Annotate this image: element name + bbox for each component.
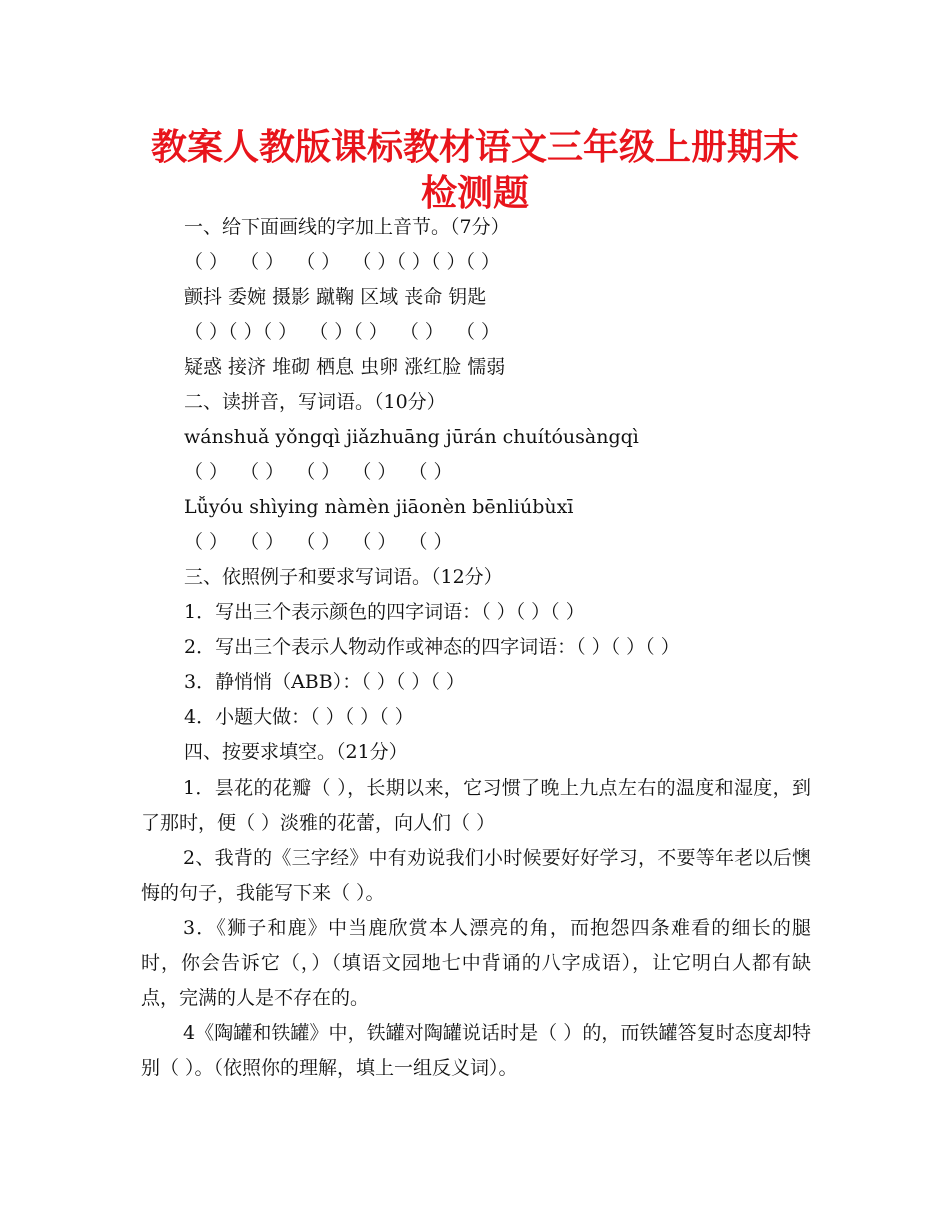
section-1-words-row-1: 颤抖 委婉 摄影 蹴鞠 区域 丧命 钥匙	[184, 286, 487, 308]
section-1-blanks-row-2: （ ）（ ）（ ） （ ）（ ） （ ） （ ）	[184, 321, 501, 343]
section-3-question-2: 2．写出三个表示人物动作或神态的四字词语：（ ）（ ）（ ）	[184, 636, 680, 658]
section-3-question-4: 4．小题大做：（ ）（ ）（ ）	[184, 706, 414, 728]
section-4-heading: 四、按要求填空。（21分）	[184, 741, 408, 763]
section-1-words-row-2: 疑惑 接济 堆砌 栖息 虫卵 涨红脸 懦弱	[184, 356, 506, 378]
section-4-paragraph-4: 4《陶罐和铁罐》中，铁罐对陶罐说话时是（ ）的，而铁罐答复时态度却特别（ ）。（依照你的理解，填上一组反义词）。	[141, 1022, 811, 1079]
document-title-line-2: 检测题	[420, 173, 529, 214]
section-2-heading: 二、读拼音，写词语。（10分）	[184, 391, 446, 413]
section-2-blanks-row-1: （ ） （ ） （ ） （ ） （ ）	[184, 461, 453, 483]
section-4-paragraph-3: 3．《狮子和鹿》中当鹿欣赏本人漂亮的角，而抱怨四条难看的细长的腿时，你会告诉它（，）（填语文园地七中背诵的八字成语），让它明白人都有缺点，完满的人是不存在的。	[141, 917, 811, 1009]
section-4-paragraph-2: 2、我背的《三字经》中有劝说我们小时候要好好学习，不要等年老以后懊悔的句子，我能写下来（ ）。	[141, 847, 811, 904]
section-2-blanks-row-2: （ ） （ ） （ ） （ ） （ ）	[184, 531, 453, 553]
section-3-heading: 三、依照例子和要求写词语。（12分）	[184, 566, 503, 588]
section-1-heading: 一、给下面画线的字加上音节。（7分）	[184, 216, 510, 238]
section-3-question-1: 1．写出三个表示颜色的四字词语：（ ）（ ）（ ）	[184, 601, 585, 623]
document-title-line-1: 教案人教版课标教材语文三年级上册期末	[150, 127, 799, 168]
section-2-pinyin-row-1: wánshuǎ yǒngqì jiǎzhuāng jūrán chuítóusàngqì	[184, 426, 639, 448]
section-1-blanks-row-1: （ ） （ ） （ ） （ ）（ ）（ ）（ ）	[184, 251, 501, 273]
section-4-paragraph-1: 1．昙花的花瓣（ ），长期以来，它习惯了晚上九点左右的温度和湿度，到了那时，便（ ）淡雅的花蕾，向人们（ ）	[141, 777, 811, 834]
section-2-pinyin-row-2: Lǚyóu shìying nàmèn jiāonèn bēnliúbùxī	[184, 496, 574, 518]
section-3-question-3: 3．静悄悄（ABB）：（ ）（ ）（ ）	[184, 671, 465, 693]
